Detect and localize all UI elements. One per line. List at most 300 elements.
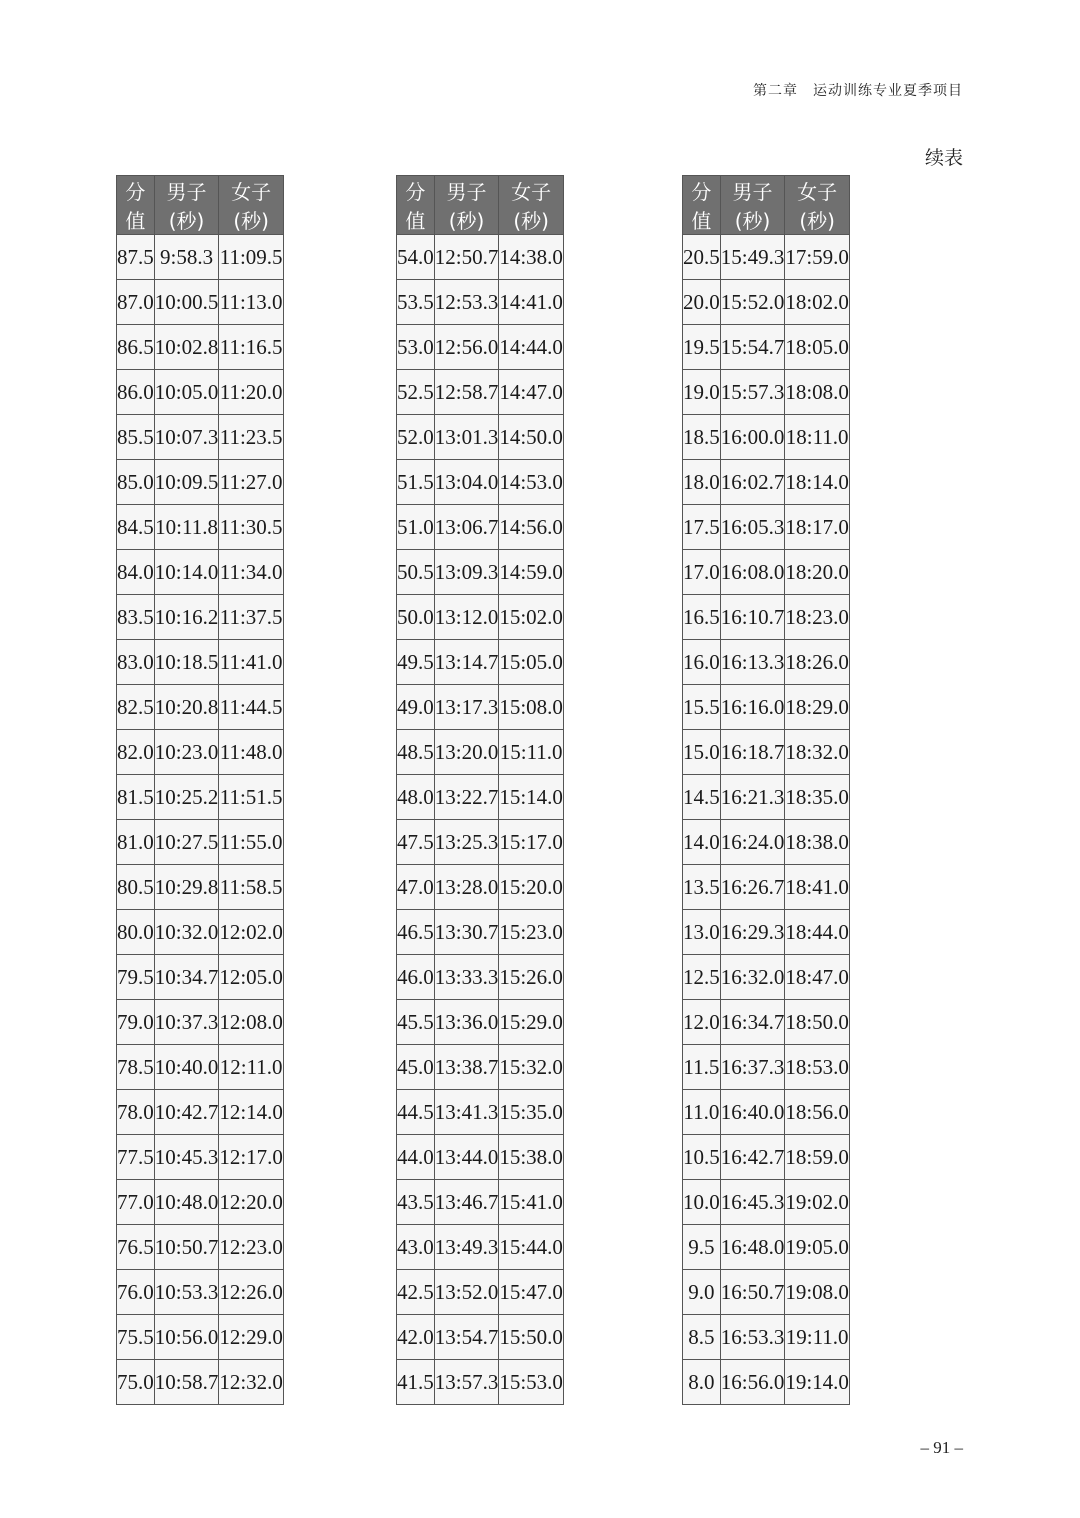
table-row [397, 1045, 564, 1090]
women-time-cell: 12:29.0 [219, 1315, 284, 1360]
women-time-cell: 14:59.0 [499, 550, 564, 595]
women-time-cell: 18:26.0 [785, 640, 850, 685]
men-time-cell: 10:23.0 [154, 730, 219, 775]
score-cell: 49.0 [397, 685, 435, 730]
table-row [397, 1135, 564, 1180]
women-time-cell: 15:35.0 [499, 1090, 564, 1135]
men-time-cell: 10:45.3 [154, 1135, 219, 1180]
table-row [683, 325, 850, 370]
score-cell: 85.5 [117, 415, 155, 460]
table-row [117, 1180, 284, 1225]
men-time-cell: 10:25.2 [154, 775, 219, 820]
women-time-cell: 19:05.0 [785, 1225, 850, 1270]
women-time-cell: 11:23.5 [219, 415, 284, 460]
table-row [117, 505, 284, 550]
table-row [397, 1180, 564, 1225]
header-women: 女子(秒) [499, 176, 564, 235]
men-time-cell: 16:26.7 [720, 865, 785, 910]
men-time-cell: 9:58.3 [154, 235, 219, 280]
score-cell: 8.0 [683, 1360, 721, 1405]
table-row [683, 1360, 850, 1405]
women-time-cell: 15:47.0 [499, 1270, 564, 1315]
score-cell: 9.0 [683, 1270, 721, 1315]
men-time-cell: 13:17.3 [434, 685, 499, 730]
score-cell: 18.0 [683, 460, 721, 505]
men-time-cell: 13:52.0 [434, 1270, 499, 1315]
women-time-cell: 18:38.0 [785, 820, 850, 865]
table-row [683, 685, 850, 730]
score-cell: 42.0 [397, 1315, 435, 1360]
women-time-cell: 18:23.0 [785, 595, 850, 640]
men-time-cell: 16:42.7 [720, 1135, 785, 1180]
women-time-cell: 18:53.0 [785, 1045, 850, 1090]
score-cell: 16.5 [683, 595, 721, 640]
women-time-cell: 19:11.0 [785, 1315, 850, 1360]
women-time-cell: 11:48.0 [219, 730, 284, 775]
table-row [683, 550, 850, 595]
men-time-cell: 16:08.0 [720, 550, 785, 595]
score-cell: 13.5 [683, 865, 721, 910]
score-cell: 41.5 [397, 1360, 435, 1405]
table-row [397, 685, 564, 730]
men-time-cell: 13:33.3 [434, 955, 499, 1000]
women-time-cell: 11:09.5 [219, 235, 284, 280]
score-table-1 [116, 175, 284, 1405]
score-cell: 13.0 [683, 910, 721, 955]
score-cell: 46.0 [397, 955, 435, 1000]
men-time-cell: 10:07.3 [154, 415, 219, 460]
table-row [117, 820, 284, 865]
men-time-cell: 15:52.0 [720, 280, 785, 325]
women-time-cell: 15:20.0 [499, 865, 564, 910]
score-table-2 [396, 175, 564, 1405]
table-row [117, 595, 284, 640]
table-row [397, 730, 564, 775]
table-row [683, 415, 850, 460]
table-row [397, 550, 564, 595]
men-time-cell: 13:20.0 [434, 730, 499, 775]
score-cell: 83.0 [117, 640, 155, 685]
men-time-cell: 13:30.7 [434, 910, 499, 955]
score-cell: 15.0 [683, 730, 721, 775]
score-cell: 17.0 [683, 550, 721, 595]
men-time-cell: 15:54.7 [720, 325, 785, 370]
table-row [117, 1135, 284, 1180]
men-time-cell: 13:38.7 [434, 1045, 499, 1090]
score-cell: 45.0 [397, 1045, 435, 1090]
table-row [397, 415, 564, 460]
table-row [117, 550, 284, 595]
table-row [683, 1180, 850, 1225]
score-cell: 50.5 [397, 550, 435, 595]
score-cell: 43.0 [397, 1225, 435, 1270]
table-row [117, 1360, 284, 1405]
men-time-cell: 13:22.7 [434, 775, 499, 820]
women-time-cell: 18:17.0 [785, 505, 850, 550]
women-time-cell: 12:17.0 [219, 1135, 284, 1180]
men-time-cell: 10:18.5 [154, 640, 219, 685]
continued-label: 续表 [924, 147, 963, 169]
table-row [117, 1225, 284, 1270]
men-time-cell: 10:14.0 [154, 550, 219, 595]
header-score: 分值 [397, 176, 435, 235]
score-cell: 42.5 [397, 1270, 435, 1315]
women-time-cell: 11:16.5 [219, 325, 284, 370]
score-cell: 81.0 [117, 820, 155, 865]
table-row [397, 955, 564, 1000]
score-cell: 45.5 [397, 1000, 435, 1045]
men-time-cell: 10:37.3 [154, 1000, 219, 1045]
table-row [117, 370, 284, 415]
score-cell: 80.5 [117, 865, 155, 910]
women-time-cell: 12:26.0 [219, 1270, 284, 1315]
score-cell: 19.5 [683, 325, 721, 370]
men-time-cell: 13:36.0 [434, 1000, 499, 1045]
table-row [397, 370, 564, 415]
women-time-cell: 12:11.0 [219, 1045, 284, 1090]
men-time-cell: 13:04.0 [434, 460, 499, 505]
women-time-cell: 15:41.0 [499, 1180, 564, 1225]
table-row [397, 280, 564, 325]
women-time-cell: 18:47.0 [785, 955, 850, 1000]
men-time-cell: 10:42.7 [154, 1090, 219, 1135]
score-cell: 48.5 [397, 730, 435, 775]
score-cell: 15.5 [683, 685, 721, 730]
men-time-cell: 10:02.8 [154, 325, 219, 370]
running-head: 第二章 运动训练专业夏季项目 [753, 83, 963, 99]
men-time-cell: 10:50.7 [154, 1225, 219, 1270]
table-row [117, 730, 284, 775]
men-time-cell: 10:09.5 [154, 460, 219, 505]
table-row [683, 820, 850, 865]
score-cell: 82.0 [117, 730, 155, 775]
table-row [117, 235, 284, 280]
table-row [683, 505, 850, 550]
women-time-cell: 12:32.0 [219, 1360, 284, 1405]
score-cell: 80.0 [117, 910, 155, 955]
score-cell: 81.5 [117, 775, 155, 820]
men-time-cell: 12:50.7 [434, 235, 499, 280]
women-time-cell: 15:32.0 [499, 1045, 564, 1090]
men-time-cell: 13:44.0 [434, 1135, 499, 1180]
men-time-cell: 16:48.0 [720, 1225, 785, 1270]
women-time-cell: 19:08.0 [785, 1270, 850, 1315]
score-cell: 54.0 [397, 235, 435, 280]
table-row [397, 1000, 564, 1045]
table-row [397, 820, 564, 865]
men-time-cell: 10:05.0 [154, 370, 219, 415]
men-time-cell: 13:57.3 [434, 1360, 499, 1405]
table-row [117, 1315, 284, 1360]
score-cell: 16.0 [683, 640, 721, 685]
table-row [117, 955, 284, 1000]
table-row [683, 1045, 850, 1090]
score-cell: 78.0 [117, 1090, 155, 1135]
women-time-cell: 14:38.0 [499, 235, 564, 280]
women-time-cell: 15:14.0 [499, 775, 564, 820]
table-row [117, 685, 284, 730]
table-row [117, 280, 284, 325]
header-men: 男子(秒) [720, 176, 785, 235]
women-time-cell: 17:59.0 [785, 235, 850, 280]
table-row [683, 370, 850, 415]
score-cell: 11.0 [683, 1090, 721, 1135]
score-cell: 17.5 [683, 505, 721, 550]
women-time-cell: 14:53.0 [499, 460, 564, 505]
score-cell: 44.0 [397, 1135, 435, 1180]
women-time-cell: 18:50.0 [785, 1000, 850, 1045]
women-time-cell: 18:02.0 [785, 280, 850, 325]
score-cell: 77.5 [117, 1135, 155, 1180]
women-time-cell: 18:29.0 [785, 685, 850, 730]
table-row [683, 775, 850, 820]
women-time-cell: 19:14.0 [785, 1360, 850, 1405]
men-time-cell: 16:02.7 [720, 460, 785, 505]
women-time-cell: 18:05.0 [785, 325, 850, 370]
table-row [397, 1270, 564, 1315]
table-row [397, 505, 564, 550]
women-time-cell: 12:08.0 [219, 1000, 284, 1045]
table-row [683, 640, 850, 685]
men-time-cell: 16:24.0 [720, 820, 785, 865]
score-cell: 52.0 [397, 415, 435, 460]
men-time-cell: 16:56.0 [720, 1360, 785, 1405]
score-cell: 52.5 [397, 370, 435, 415]
men-time-cell: 16:50.7 [720, 1270, 785, 1315]
men-time-cell: 16:05.3 [720, 505, 785, 550]
table-row [397, 1090, 564, 1135]
men-time-cell: 16:34.7 [720, 1000, 785, 1045]
score-cell: 78.5 [117, 1045, 155, 1090]
score-cell: 77.0 [117, 1180, 155, 1225]
score-cell: 76.0 [117, 1270, 155, 1315]
table-row [117, 865, 284, 910]
women-time-cell: 11:27.0 [219, 460, 284, 505]
women-time-cell: 18:35.0 [785, 775, 850, 820]
score-cell: 84.5 [117, 505, 155, 550]
women-time-cell: 11:30.5 [219, 505, 284, 550]
men-time-cell: 13:09.3 [434, 550, 499, 595]
score-cell: 86.0 [117, 370, 155, 415]
men-time-cell: 15:57.3 [720, 370, 785, 415]
table-row [683, 910, 850, 955]
table-header-row [683, 176, 850, 235]
men-time-cell: 12:53.3 [434, 280, 499, 325]
men-time-cell: 10:16.2 [154, 595, 219, 640]
table-row [117, 325, 284, 370]
men-time-cell: 16:45.3 [720, 1180, 785, 1225]
score-cell: 10.0 [683, 1180, 721, 1225]
women-time-cell: 15:02.0 [499, 595, 564, 640]
score-cell: 79.0 [117, 1000, 155, 1045]
men-time-cell: 16:37.3 [720, 1045, 785, 1090]
score-cell: 83.5 [117, 595, 155, 640]
women-time-cell: 11:44.5 [219, 685, 284, 730]
header-women: 女子(秒) [785, 176, 850, 235]
men-time-cell: 10:11.8 [154, 505, 219, 550]
header-men: 男子(秒) [434, 176, 499, 235]
table-header-row [117, 176, 284, 235]
score-cell: 82.5 [117, 685, 155, 730]
women-time-cell: 12:23.0 [219, 1225, 284, 1270]
table-row [117, 775, 284, 820]
women-time-cell: 15:17.0 [499, 820, 564, 865]
women-time-cell: 11:34.0 [219, 550, 284, 595]
men-time-cell: 13:28.0 [434, 865, 499, 910]
women-time-cell: 14:44.0 [499, 325, 564, 370]
table-row [117, 1045, 284, 1090]
women-time-cell: 18:08.0 [785, 370, 850, 415]
score-table-3 [682, 175, 850, 1405]
men-time-cell: 16:10.7 [720, 595, 785, 640]
men-time-cell: 16:40.0 [720, 1090, 785, 1135]
score-cell: 14.5 [683, 775, 721, 820]
table-row [397, 235, 564, 280]
men-time-cell: 12:58.7 [434, 370, 499, 415]
score-cell: 84.0 [117, 550, 155, 595]
women-time-cell: 15:11.0 [499, 730, 564, 775]
men-time-cell: 13:41.3 [434, 1090, 499, 1135]
women-time-cell: 18:32.0 [785, 730, 850, 775]
women-time-cell: 11:37.5 [219, 595, 284, 640]
score-cell: 9.5 [683, 1225, 721, 1270]
table-row [683, 730, 850, 775]
men-time-cell: 10:20.8 [154, 685, 219, 730]
header-score: 分值 [683, 176, 721, 235]
table-row [683, 280, 850, 325]
header-score: 分值 [117, 176, 155, 235]
score-cell: 75.0 [117, 1360, 155, 1405]
score-cell: 19.0 [683, 370, 721, 415]
score-cell: 11.5 [683, 1045, 721, 1090]
men-time-cell: 12:56.0 [434, 325, 499, 370]
score-cell: 76.5 [117, 1225, 155, 1270]
men-time-cell: 10:34.7 [154, 955, 219, 1000]
score-cell: 44.5 [397, 1090, 435, 1135]
women-time-cell: 18:41.0 [785, 865, 850, 910]
men-time-cell: 13:25.3 [434, 820, 499, 865]
table-row [683, 955, 850, 1000]
score-cell: 79.5 [117, 955, 155, 1000]
women-time-cell: 11:58.5 [219, 865, 284, 910]
women-time-cell: 11:20.0 [219, 370, 284, 415]
women-time-cell: 18:59.0 [785, 1135, 850, 1180]
women-time-cell: 18:20.0 [785, 550, 850, 595]
men-time-cell: 16:16.0 [720, 685, 785, 730]
table-row [683, 1315, 850, 1360]
table-row [683, 1225, 850, 1270]
score-cell: 12.0 [683, 1000, 721, 1045]
table-row [397, 460, 564, 505]
women-time-cell: 15:29.0 [499, 1000, 564, 1045]
women-time-cell: 14:47.0 [499, 370, 564, 415]
table-row [117, 415, 284, 460]
women-time-cell: 11:13.0 [219, 280, 284, 325]
women-time-cell: 15:44.0 [499, 1225, 564, 1270]
women-time-cell: 18:11.0 [785, 415, 850, 460]
women-time-cell: 15:50.0 [499, 1315, 564, 1360]
men-time-cell: 16:13.3 [720, 640, 785, 685]
men-time-cell: 15:49.3 [720, 235, 785, 280]
men-time-cell: 10:58.7 [154, 1360, 219, 1405]
score-cell: 51.5 [397, 460, 435, 505]
score-cell: 50.0 [397, 595, 435, 640]
table-row [397, 640, 564, 685]
women-time-cell: 15:53.0 [499, 1360, 564, 1405]
men-time-cell: 16:18.7 [720, 730, 785, 775]
women-time-cell: 18:44.0 [785, 910, 850, 955]
women-time-cell: 18:56.0 [785, 1090, 850, 1135]
score-cell: 20.5 [683, 235, 721, 280]
table-row [683, 460, 850, 505]
score-cell: 53.5 [397, 280, 435, 325]
table-row [117, 1000, 284, 1045]
table-row [117, 910, 284, 955]
men-time-cell: 13:46.7 [434, 1180, 499, 1225]
women-time-cell: 15:08.0 [499, 685, 564, 730]
women-time-cell: 19:02.0 [785, 1180, 850, 1225]
table-row [397, 325, 564, 370]
score-cell: 53.0 [397, 325, 435, 370]
score-cell: 10.5 [683, 1135, 721, 1180]
score-cell: 18.5 [683, 415, 721, 460]
women-time-cell: 18:14.0 [785, 460, 850, 505]
table-row [397, 865, 564, 910]
score-cell: 85.0 [117, 460, 155, 505]
table-row [397, 1315, 564, 1360]
score-cell: 12.5 [683, 955, 721, 1000]
score-cell: 48.0 [397, 775, 435, 820]
header-women: 女子(秒) [219, 176, 284, 235]
table-row [683, 1000, 850, 1045]
women-time-cell: 12:20.0 [219, 1180, 284, 1225]
score-cell: 46.5 [397, 910, 435, 955]
women-time-cell: 12:14.0 [219, 1090, 284, 1135]
table-row [117, 460, 284, 505]
table-row [397, 595, 564, 640]
men-time-cell: 10:40.0 [154, 1045, 219, 1090]
score-cell: 51.0 [397, 505, 435, 550]
score-cell: 43.5 [397, 1180, 435, 1225]
women-time-cell: 11:41.0 [219, 640, 284, 685]
men-time-cell: 16:29.3 [720, 910, 785, 955]
men-time-cell: 13:01.3 [434, 415, 499, 460]
women-time-cell: 11:51.5 [219, 775, 284, 820]
men-time-cell: 10:48.0 [154, 1180, 219, 1225]
men-time-cell: 10:29.8 [154, 865, 219, 910]
table-header-row [397, 176, 564, 235]
table-row [683, 595, 850, 640]
score-cell: 86.5 [117, 325, 155, 370]
men-time-cell: 16:00.0 [720, 415, 785, 460]
score-cell: 8.5 [683, 1315, 721, 1360]
table-row [117, 640, 284, 685]
men-time-cell: 13:14.7 [434, 640, 499, 685]
table-row [397, 1225, 564, 1270]
score-cell: 47.0 [397, 865, 435, 910]
score-cell: 87.5 [117, 235, 155, 280]
men-time-cell: 10:53.3 [154, 1270, 219, 1315]
score-cell: 87.0 [117, 280, 155, 325]
score-cell: 75.5 [117, 1315, 155, 1360]
men-time-cell: 10:32.0 [154, 910, 219, 955]
table-row [397, 775, 564, 820]
table-row [397, 910, 564, 955]
table-row [117, 1090, 284, 1135]
header-men: 男子(秒) [154, 176, 219, 235]
women-time-cell: 14:56.0 [499, 505, 564, 550]
men-time-cell: 16:53.3 [720, 1315, 785, 1360]
